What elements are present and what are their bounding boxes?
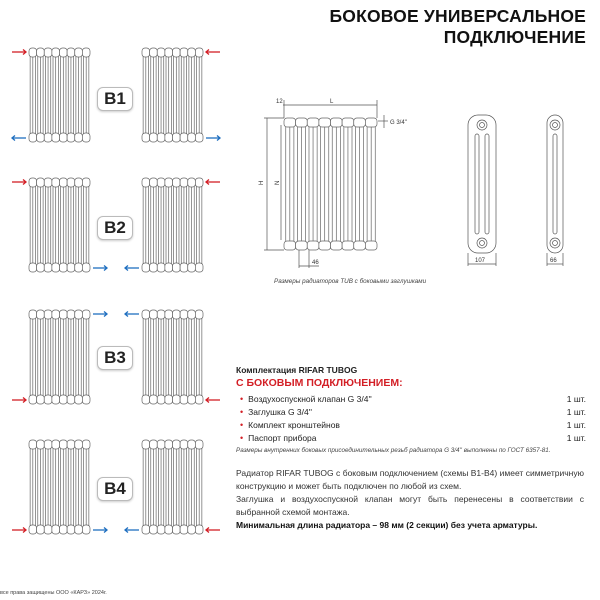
dim-H: H: [259, 180, 265, 185]
kit-heading: Комплектация RIFAR TUBOG: [236, 365, 358, 375]
kit-item: • Комплект кронштейнов 1 шт.: [240, 419, 586, 430]
kit-note: Размеры внутренних боковых присоединительных резьб радиатора G 3/4'' выполнены по ГОСТ 6357-81.: [236, 447, 551, 454]
description: [236, 467, 584, 532]
dim-46: 46: [312, 260, 319, 266]
radiator-header-top: [365, 118, 377, 127]
description-p1: Радиатор RIFAR TUBOG с боковым подключением (схемы B1-B4) имеет симметричную конструкцию и может быть подключен по любой из схем.: [236, 468, 584, 491]
radiator-header-top: [331, 118, 343, 127]
description-p2: Заглушка и воздухоспускной клапан могут быть перенесены в соответствии с выбранной схемой монтажа.: [236, 494, 584, 517]
kit-item-name: Паспорт прибора: [248, 432, 317, 443]
radiator-header-bottom: [284, 241, 296, 250]
kit-item: • Заглушка G 3/4'' 1 шт.: [240, 406, 586, 417]
radiator-header-bottom: [342, 241, 354, 250]
radiator-header-top: [307, 118, 319, 127]
dim-12: 12: [276, 99, 283, 105]
radiator-header-top: [296, 118, 308, 127]
drawing-caption: Размеры радиаторов TUB с боковыми заглушками: [274, 278, 427, 285]
kit-item-name: Воздухоспускной клапан G 3/4'': [248, 393, 372, 404]
radiator-header-bottom: [296, 241, 308, 250]
radiator-header-top: [342, 118, 354, 127]
footer-copyright: все права защищены ООО «КАРЗ» 2024г.: [0, 590, 107, 596]
kit-subheading: С БОКОВЫМ ПОДКЛЮЧЕНИЕМ:: [236, 377, 403, 389]
radiator-front-view: [284, 118, 377, 250]
radiator-header-bottom: [354, 241, 366, 250]
dim-N: N: [275, 180, 281, 185]
radiator-header-top: [319, 118, 331, 127]
title-line-2: ПОДКЛЮЧЕНИЕ: [443, 27, 586, 47]
kit-item-qty: 1 шт.: [566, 432, 586, 443]
radiator: [284, 118, 377, 250]
kit-item: • Паспорт прибора 1 шт.: [240, 432, 586, 443]
scheme-label-b1: B1: [97, 87, 133, 111]
kit-item-qty: 1 шт.: [566, 393, 586, 404]
radiator-header-top: [354, 118, 366, 127]
kit-item-qty: 1 шт.: [566, 419, 586, 430]
radiator-header-bottom: [319, 241, 331, 250]
scheme-label-b2: B2: [97, 216, 133, 240]
kit-item: • Воздухоспускной клапан G 3/4'' 1 шт.: [240, 393, 586, 404]
dim-L: L: [330, 99, 334, 105]
scheme-label-b3: B3: [97, 346, 133, 370]
radiator-header-bottom: [307, 241, 319, 250]
radiator-header-bottom: [331, 241, 343, 250]
title-line-1: БОКОВОЕ УНИВЕРСАЛЬНОЕ: [329, 6, 586, 26]
thread-size: G 3/4'': [390, 120, 407, 126]
radiator-header-top: [284, 118, 296, 127]
scheme-label-b4: B4: [97, 477, 133, 501]
dim-66: 66: [550, 258, 557, 264]
kit-item-qty: 1 шт.: [566, 406, 586, 417]
kit-section: [236, 365, 586, 454]
kit-item-name: Комплект кронштейнов: [248, 419, 340, 430]
dim-107: 107: [475, 258, 486, 264]
kit-item-name: Заглушка G 3/4'': [248, 406, 312, 417]
description-min-length: Минимальная длина радиатора – 98 мм (2 секции) без учета арматуры.: [236, 520, 538, 530]
radiator-header-bottom: [365, 241, 377, 250]
